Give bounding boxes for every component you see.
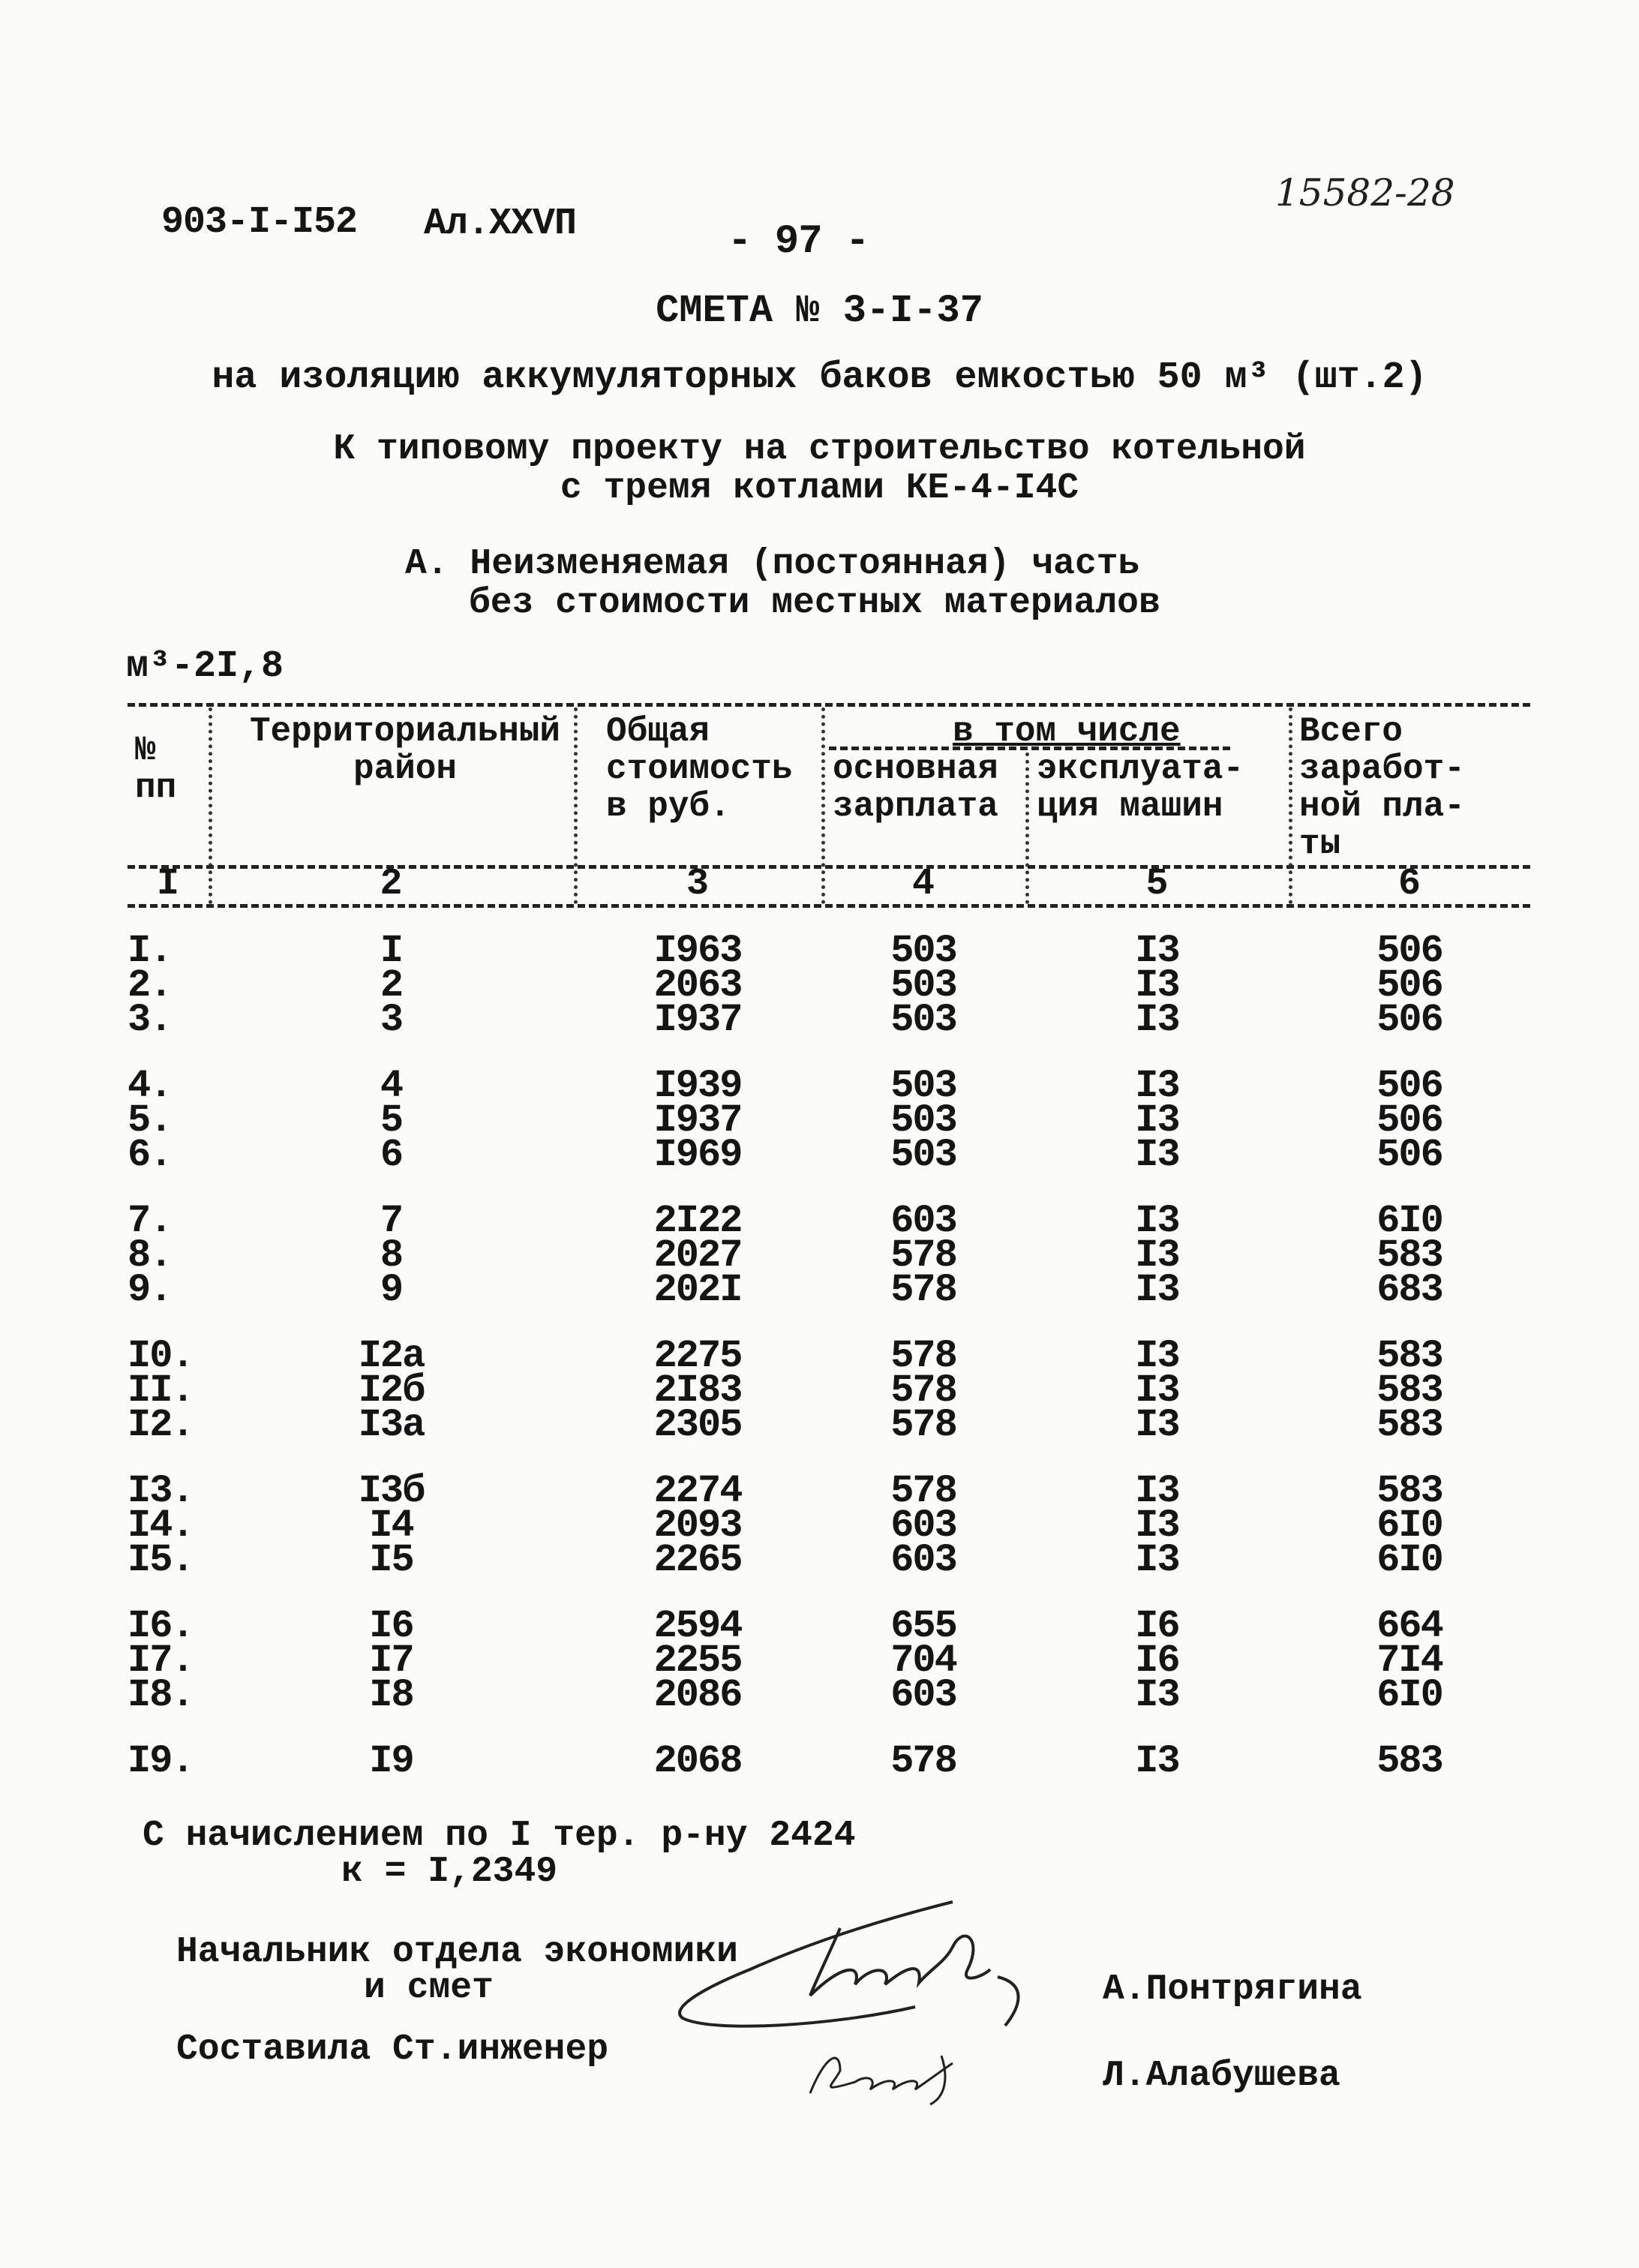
base-salary-cell: 578 [890, 1334, 956, 1378]
row-number: 3. [128, 998, 172, 1042]
region-cell: I2б [358, 1368, 425, 1413]
base-salary-cell: 578 [890, 1233, 956, 1278]
total-salary-cell: 583 [1376, 1469, 1442, 1513]
compiler-name: Л.Алабушева [1103, 2056, 1340, 2096]
base-salary-cell: 503 [890, 1133, 956, 1177]
total-cost-cell: I937 [653, 998, 742, 1042]
total-salary-cell: 506 [1376, 1064, 1442, 1108]
machines-cell: I6 [1135, 1639, 1179, 1683]
chief-title: Начальник отдела экономики [176, 1932, 738, 1972]
region-cell: I9 [369, 1739, 413, 1783]
row-number: I0. [128, 1334, 194, 1378]
total-salary-cell: 583 [1376, 1233, 1442, 1278]
total-cost-cell: I939 [653, 1064, 742, 1108]
header-line: Всего [1299, 712, 1403, 751]
base-salary-cell: 578 [890, 1368, 956, 1413]
region-cell: I6 [369, 1604, 413, 1648]
coefficient-line: к = I,2349 [341, 1852, 558, 1892]
project-line-1: К типовому проекту на строительство котельной [333, 429, 1306, 470]
row-number: I4. [128, 1503, 194, 1548]
row-number: 9. [128, 1268, 172, 1312]
region-cell: I3а [358, 1403, 425, 1447]
region-cell: I7 [369, 1639, 413, 1683]
row-number: 6. [128, 1133, 172, 1177]
total-salary-cell: 7I4 [1376, 1639, 1442, 1683]
header-line: ной пла- [1299, 787, 1465, 826]
row-number: 7. [128, 1199, 172, 1243]
total-salary-cell: 506 [1376, 929, 1442, 973]
surcharge-line: С начислением по I тер. р-ну 2424 [143, 1816, 856, 1856]
chief-signature [668, 1894, 1073, 2037]
chief-name: А.Понтрягина [1103, 1969, 1362, 2010]
machines-cell: I3 [1135, 1268, 1179, 1312]
total-salary-cell: 6I0 [1376, 1199, 1442, 1243]
header-line: основная [833, 749, 998, 789]
total-cost-cell: 2027 [653, 1233, 742, 1278]
col-total-salary-header [1299, 713, 1465, 863]
total-salary-cell: 6I0 [1376, 1538, 1442, 1582]
row-number: I. [128, 929, 172, 973]
col-base-salary-header [833, 750, 998, 825]
base-salary-cell: 503 [890, 1064, 956, 1108]
machines-cell: I3 [1135, 1503, 1179, 1548]
row-number: I3. [128, 1469, 194, 1513]
machines-cell: I3 [1135, 1403, 1179, 1447]
total-salary-cell: 583 [1376, 1739, 1442, 1783]
machines-cell: I3 [1135, 998, 1179, 1042]
machines-cell: I3 [1135, 929, 1179, 973]
region-cell: 6 [380, 1133, 403, 1177]
total-cost-cell: 2I83 [653, 1368, 742, 1413]
region-cell: I3б [358, 1469, 425, 1513]
page-number: - 97 - [728, 219, 869, 265]
col-number-header [135, 731, 176, 807]
reference-number: 15582-28 [1275, 171, 1455, 215]
base-salary-cell: 578 [890, 1739, 956, 1783]
total-cost-cell: 2093 [653, 1503, 742, 1548]
base-salary-cell: 503 [890, 1098, 956, 1143]
total-salary-cell: 583 [1376, 1334, 1442, 1378]
album-number: Ал.XXVП [424, 203, 577, 245]
estimate-title: СМЕТА № 3-I-37 [656, 289, 983, 333]
compiler-title: Составила Ст.инженер [176, 2029, 609, 2070]
row-number: 5. [128, 1098, 172, 1143]
header-line: стоимость [606, 749, 793, 789]
region-cell: 8 [380, 1233, 403, 1278]
machines-cell: I3 [1135, 1538, 1179, 1582]
col-machines-header [1037, 750, 1244, 825]
machines-cell: I3 [1135, 1739, 1179, 1783]
col-total-cost-header [606, 713, 792, 825]
machines-cell: I3 [1135, 963, 1179, 1008]
row-number: I6. [128, 1604, 194, 1648]
total-cost-cell: 202I [653, 1268, 742, 1312]
total-salary-cell: 683 [1376, 1268, 1442, 1312]
region-cell: I8 [369, 1673, 413, 1717]
base-salary-cell: 603 [890, 1673, 956, 1717]
header-line: пп [135, 768, 177, 807]
row-number: 2. [128, 963, 172, 1008]
header-line: в руб. [606, 787, 731, 826]
row-number: I2. [128, 1403, 194, 1447]
header-line: заработ- [1299, 749, 1465, 789]
col-number-label: 3 [686, 863, 709, 906]
machines-cell: I3 [1135, 1233, 1179, 1278]
region-cell: 5 [380, 1098, 403, 1143]
total-cost-cell: 2305 [653, 1403, 742, 1447]
total-cost-cell: 2594 [653, 1604, 742, 1648]
header-line: ция машин [1037, 787, 1223, 826]
row-number: I8. [128, 1673, 194, 1717]
header-line: эксплуата- [1037, 749, 1244, 789]
col-number-label: I [156, 863, 179, 906]
row-number: II. [128, 1368, 194, 1413]
project-line-2: с тремя котлами КЕ-4-I4С [560, 468, 1079, 509]
machines-cell: I3 [1135, 1334, 1179, 1378]
region-cell: I4 [369, 1503, 413, 1548]
header-line: Общая [606, 712, 710, 751]
base-salary-cell: 603 [890, 1538, 956, 1582]
volume-label: м³-2I,8 [126, 645, 284, 688]
total-salary-cell: 583 [1376, 1368, 1442, 1413]
col-number-label: 4 [911, 863, 935, 906]
estimate-subtitle: на изоляцию аккумуляторных баков емкостью 50 м³ (шт.2) [212, 356, 1427, 399]
total-salary-cell: 583 [1376, 1403, 1442, 1447]
section-title: А. Неизменяемая (постоянная) часть [405, 544, 1140, 584]
region-cell: 3 [380, 998, 403, 1042]
chief-title-2: и смет [364, 1968, 494, 2008]
header-line: зарплата [833, 787, 998, 826]
total-cost-cell: I969 [653, 1133, 742, 1177]
header-line: ты [1299, 825, 1341, 864]
machines-cell: I6 [1135, 1604, 1179, 1648]
base-salary-cell: 578 [890, 1469, 956, 1513]
base-salary-cell: 578 [890, 1403, 956, 1447]
total-cost-cell: I937 [653, 1098, 742, 1143]
region-cell: I2а [358, 1334, 425, 1378]
col-region-header [240, 713, 570, 788]
region-cell: 4 [380, 1064, 403, 1108]
machines-cell: I3 [1135, 1064, 1179, 1108]
row-number: 8. [128, 1233, 172, 1278]
header-line: район [353, 749, 458, 789]
total-cost-cell: 2063 [653, 963, 742, 1008]
row-number: 4. [128, 1064, 172, 1108]
row-number: I5. [128, 1538, 194, 1582]
total-cost-cell: 2265 [653, 1538, 742, 1582]
region-cell: 9 [380, 1268, 403, 1312]
base-salary-cell: 503 [890, 963, 956, 1008]
col-number-label: 2 [380, 863, 403, 906]
total-salary-cell: 6I0 [1376, 1503, 1442, 1548]
region-cell: I5 [369, 1538, 413, 1582]
base-salary-cell: 578 [890, 1268, 956, 1312]
machines-cell: I3 [1135, 1368, 1179, 1413]
machines-cell: I3 [1135, 1469, 1179, 1513]
total-cost-cell: 2I22 [653, 1199, 742, 1243]
region-cell: 7 [380, 1199, 403, 1243]
document-code: 903-I-I52 [161, 201, 358, 244]
total-salary-cell: 506 [1376, 1098, 1442, 1143]
total-cost-cell: 2274 [653, 1469, 742, 1513]
total-cost-cell: I963 [653, 929, 742, 973]
machines-cell: I3 [1135, 1133, 1179, 1177]
section-subtitle: без стоимости местных материалов [469, 583, 1160, 623]
region-cell: 2 [380, 963, 403, 1008]
base-salary-cell: 603 [890, 1199, 956, 1243]
base-salary-cell: 603 [890, 1503, 956, 1548]
header-line: Территориальный [249, 712, 561, 751]
table-top-rule [128, 703, 1530, 707]
machines-cell: I3 [1135, 1673, 1179, 1717]
total-cost-cell: 2068 [653, 1739, 742, 1783]
total-cost-cell: 2086 [653, 1673, 742, 1717]
row-number: I7. [128, 1639, 194, 1683]
machines-cell: I3 [1135, 1098, 1179, 1143]
total-cost-cell: 2275 [653, 1334, 742, 1378]
row-number: I9. [128, 1739, 194, 1783]
total-cost-cell: 2255 [653, 1639, 742, 1683]
total-salary-cell: 506 [1376, 998, 1442, 1042]
compiler-signature [795, 2041, 975, 2108]
total-salary-cell: 664 [1376, 1604, 1442, 1648]
header-line: № [135, 731, 156, 770]
col-group-header: в том числе [953, 712, 1181, 751]
total-salary-cell: 506 [1376, 963, 1442, 1008]
col-number-label: 6 [1397, 863, 1421, 906]
base-salary-cell: 503 [890, 998, 956, 1042]
total-salary-cell: 506 [1376, 1133, 1442, 1177]
base-salary-cell: 503 [890, 929, 956, 973]
region-cell: I [380, 929, 403, 973]
base-salary-cell: 704 [890, 1639, 956, 1683]
total-salary-cell: 6I0 [1376, 1673, 1442, 1717]
col-number-label: 5 [1145, 863, 1169, 906]
machines-cell: I3 [1135, 1199, 1179, 1243]
base-salary-cell: 655 [890, 1604, 956, 1648]
